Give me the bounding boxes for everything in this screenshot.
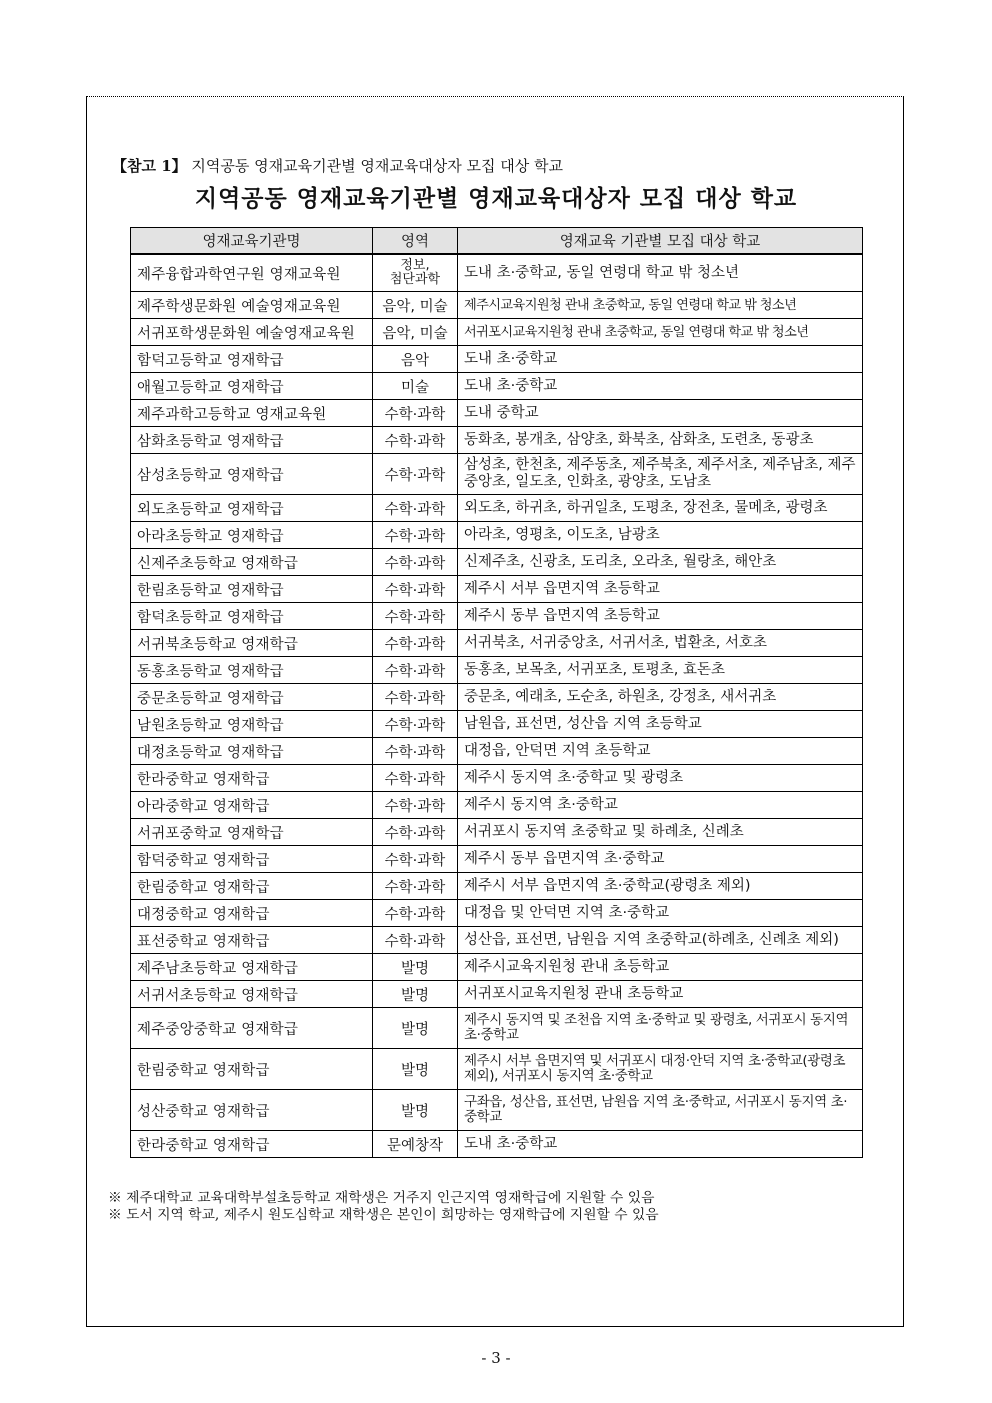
table-row: [131, 1008, 863, 1049]
table-row: [131, 927, 863, 954]
target-schools-cell: 제주시 동지역 초·중학교 및 광령초: [458, 765, 863, 792]
notes: [108, 1190, 659, 1224]
table-row: [131, 603, 863, 630]
area-cell: 수학·과학: [373, 711, 458, 738]
institution-cell: 표선중학교 영재학급: [131, 927, 373, 954]
institution-cell: 서귀포중학교 영재학급: [131, 819, 373, 846]
target-schools-cell: 서귀포시교육지원청 관내 초등학교: [458, 981, 863, 1008]
institution-cell: 제주중앙중학교 영재학급: [131, 1008, 373, 1049]
table-row: [131, 576, 863, 603]
institution-cell: 서귀서초등학교 영재학급: [131, 981, 373, 1008]
area-cell: 발명: [373, 1049, 458, 1090]
header-area: 영역: [373, 228, 458, 255]
area-cell: 문예창작: [373, 1131, 458, 1158]
institution-cell: 제주학생문화원 예술영재교육원: [131, 292, 373, 319]
institution-cell: 삼화초등학교 영재학급: [131, 427, 373, 454]
table-row: [131, 792, 863, 819]
table-row: [131, 292, 863, 319]
institution-cell: 외도초등학교 영재학급: [131, 495, 373, 522]
target-schools-cell: 제주시 동부 읍면지역 초·중학교: [458, 846, 863, 873]
institution-cell: 함덕고등학교 영재학급: [131, 346, 373, 373]
target-schools-cell: 대정읍, 안덕면 지역 초등학교: [458, 738, 863, 765]
target-schools-cell: 대정읍 및 안덕면 지역 초·중학교: [458, 900, 863, 927]
area-cell: 수학·과학: [373, 846, 458, 873]
area-cell: 수학·과학: [373, 630, 458, 657]
target-schools-cell: 동화초, 봉개초, 삼양초, 화북초, 삼화초, 도련초, 동광초: [458, 427, 863, 454]
target-schools-cell: 서귀포시교육지원청 관내 초중학교, 동일 연령대 학교 밖 청소년: [458, 319, 863, 346]
area-cell: 발명: [373, 954, 458, 981]
area-cell: 음악, 미술: [373, 292, 458, 319]
table-row: [131, 738, 863, 765]
area-cell: 수학·과학: [373, 549, 458, 576]
target-schools-cell: 남원읍, 표선면, 성산읍 지역 초등학교: [458, 711, 863, 738]
area-cell: 수학·과학: [373, 684, 458, 711]
institution-cell: 애월고등학교 영재학급: [131, 373, 373, 400]
area-cell: 수학·과학: [373, 400, 458, 427]
target-schools-cell: 제주시 서부 읍면지역 초·중학교(광령초 제외): [458, 873, 863, 900]
target-schools-cell: 중문초, 예래초, 도순초, 하원초, 강정초, 새서귀초: [458, 684, 863, 711]
table-row: [131, 873, 863, 900]
header-institution: 영재교육기관명: [131, 228, 373, 255]
area-cell: 수학·과학: [373, 765, 458, 792]
page-number: - 3 -: [481, 1349, 511, 1367]
table-row: [131, 454, 863, 495]
target-schools-cell: 도내 초·중학교: [458, 373, 863, 400]
institution-cell: 한라중학교 영재학급: [131, 1131, 373, 1158]
table-row: [131, 846, 863, 873]
target-schools-cell: 동홍초, 보목초, 서귀포초, 토평초, 효돈초: [458, 657, 863, 684]
table-row: [131, 711, 863, 738]
target-schools-cell: 제주시교육지원청 관내 초중학교, 동일 연령대 학교 밖 청소년: [458, 292, 863, 319]
table-header-row: [131, 228, 863, 255]
table-body: [131, 254, 863, 1158]
area-cell: 수학·과학: [373, 792, 458, 819]
table-row: [131, 684, 863, 711]
target-schools-cell: 삼성초, 한천초, 제주동초, 제주북초, 제주서초, 제주남초, 제주중앙초, 일도초, 인화초, 광양초, 도남초: [458, 454, 863, 495]
area-cell: 수학·과학: [373, 603, 458, 630]
area-cell: 수학·과학: [373, 576, 458, 603]
area-cell: 미술: [373, 373, 458, 400]
target-schools-cell: 제주시 서부 읍면지역 초등학교: [458, 576, 863, 603]
target-schools-cell: 제주시 동지역 및 조천읍 지역 초·중학교 및 광령초, 서귀포시 동지역 초·중학교: [458, 1008, 863, 1049]
target-schools-cell: 도내 초·중학교: [458, 1131, 863, 1158]
reference-text: 지역공동 영재교육기관별 영재교육대상자 모집 대상 학교: [191, 157, 564, 175]
table-row: [131, 1049, 863, 1090]
institution-cell: 서귀포학생문화원 예술영재교육원: [131, 319, 373, 346]
note-item: ※ 도서 지역 학교, 제주시 원도심학교 재학생은 본인이 희망하는 영재학급에 지원할 수 있음: [108, 1207, 659, 1223]
area-cell: 수학·과학: [373, 522, 458, 549]
area-cell: 수학·과학: [373, 900, 458, 927]
target-schools-cell: 서귀북초, 서귀중앙초, 서귀서초, 법환초, 서호초: [458, 630, 863, 657]
table-row: [131, 657, 863, 684]
table-row: [131, 630, 863, 657]
table-row: [131, 319, 863, 346]
table-row: [131, 549, 863, 576]
table-row: [131, 900, 863, 927]
target-schools-cell: 제주시 동지역 초·중학교: [458, 792, 863, 819]
table-row: [131, 373, 863, 400]
reference-caption: [112, 155, 563, 176]
page-title: 지역공동 영재교육기관별 영재교육대상자 모집 대상 학교: [194, 185, 798, 212]
target-schools-cell: 도내 중학교: [458, 400, 863, 427]
table-row: [131, 954, 863, 981]
target-schools-cell: 아라초, 영평초, 이도초, 남광초: [458, 522, 863, 549]
area-cell: 수학·과학: [373, 657, 458, 684]
area-cell: 수학·과학: [373, 819, 458, 846]
area-cell: 수학·과학: [373, 927, 458, 954]
area-cell: 정보, 첨단과학: [373, 254, 458, 292]
note-item: ※ 제주대학교 교육대학부설초등학교 재학생은 거주지 인근지역 영재학급에 지원할 수 있음: [108, 1190, 655, 1206]
institution-cell: 중문초등학교 영재학급: [131, 684, 373, 711]
institution-cell: 한림초등학교 영재학급: [131, 576, 373, 603]
institution-cell: 성산중학교 영재학급: [131, 1090, 373, 1131]
institution-cell: 한림중학교 영재학급: [131, 1049, 373, 1090]
table-row: [131, 1090, 863, 1131]
table-row: [131, 400, 863, 427]
table-row: [131, 1131, 863, 1158]
area-cell: 발명: [373, 1008, 458, 1049]
target-schools-cell: 외도초, 하귀초, 하귀일초, 도평초, 장전초, 물메초, 광령초: [458, 495, 863, 522]
recruitment-table: [130, 227, 863, 1158]
header-target-schools: 영재교육 기관별 모집 대상 학교: [458, 228, 863, 255]
institution-cell: 대정중학교 영재학급: [131, 900, 373, 927]
table-row: [131, 427, 863, 454]
area-cell: 수학·과학: [373, 427, 458, 454]
institution-cell: 동홍초등학교 영재학급: [131, 657, 373, 684]
area-cell: 음악: [373, 346, 458, 373]
target-schools-cell: 성산읍, 표선면, 남원읍 지역 초중학교(하례초, 신례초 제외): [458, 927, 863, 954]
area-cell: 발명: [373, 981, 458, 1008]
table-row: [131, 981, 863, 1008]
area-cell: 발명: [373, 1090, 458, 1131]
institution-cell: 아라중학교 영재학급: [131, 792, 373, 819]
institution-cell: 대정초등학교 영재학급: [131, 738, 373, 765]
institution-cell: 제주남초등학교 영재학급: [131, 954, 373, 981]
area-cell: 수학·과학: [373, 873, 458, 900]
reference-tag: 【참고 1】: [112, 157, 187, 175]
area-cell: 수학·과학: [373, 495, 458, 522]
table-row: [131, 522, 863, 549]
table-row: [131, 495, 863, 522]
table-row: [131, 819, 863, 846]
area-cell: 수학·과학: [373, 738, 458, 765]
institution-cell: 함덕중학교 영재학급: [131, 846, 373, 873]
target-schools-cell: 도내 초·중학교, 동일 연령대 학교 밖 청소년: [458, 254, 863, 292]
table-row: [131, 254, 863, 292]
table-row: [131, 765, 863, 792]
institution-cell: 함덕초등학교 영재학급: [131, 603, 373, 630]
target-schools-cell: 제주시 동부 읍면지역 초등학교: [458, 603, 863, 630]
target-schools-cell: 구좌읍, 성산읍, 표선면, 남원읍 지역 초·중학교, 서귀포시 동지역 초·중학교: [458, 1090, 863, 1131]
area-cell: 음악, 미술: [373, 319, 458, 346]
institution-cell: 제주융합과학연구원 영재교육원: [131, 254, 373, 292]
institution-cell: 서귀북초등학교 영재학급: [131, 630, 373, 657]
target-schools-cell: 도내 초·중학교: [458, 346, 863, 373]
institution-cell: 제주과학고등학교 영재교육원: [131, 400, 373, 427]
institution-cell: 아라초등학교 영재학급: [131, 522, 373, 549]
institution-cell: 한림중학교 영재학급: [131, 873, 373, 900]
area-cell: 수학·과학: [373, 454, 458, 495]
target-schools-cell: 신제주초, 신광초, 도리초, 오라초, 월랑초, 해안초: [458, 549, 863, 576]
institution-cell: 삼성초등학교 영재학급: [131, 454, 373, 495]
institution-cell: 남원초등학교 영재학급: [131, 711, 373, 738]
institution-cell: 한라중학교 영재학급: [131, 765, 373, 792]
institution-cell: 신제주초등학교 영재학급: [131, 549, 373, 576]
target-schools-cell: 제주시 서부 읍면지역 및 서귀포시 대정·안덕 지역 초·중학교(광령초 제외), 서귀포시 동지역 초·중학교: [458, 1049, 863, 1090]
target-schools-cell: 제주시교육지원청 관내 초등학교: [458, 954, 863, 981]
table-row: [131, 346, 863, 373]
target-schools-cell: 서귀포시 동지역 초중학교 및 하례초, 신례초: [458, 819, 863, 846]
